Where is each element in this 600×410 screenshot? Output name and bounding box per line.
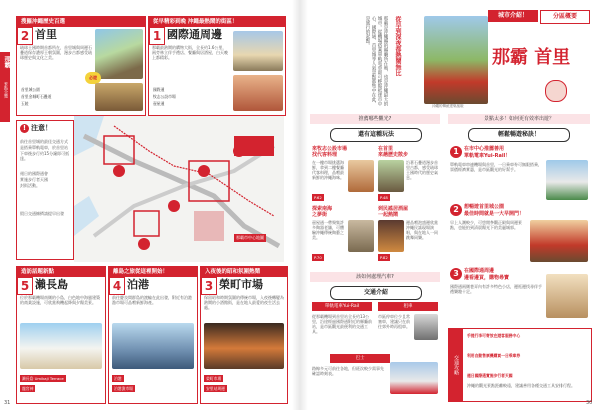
play-body: 沿著石疊道漫步首里古都，感受琉球王國時代的歷史氣息。: [406, 160, 438, 180]
play-tag: P.62: [314, 195, 322, 200]
play-title: 之夢街: [312, 212, 328, 218]
tips-box: [448, 144, 590, 324]
info-tag: 安里站周邊: [206, 386, 225, 391]
info-item: 首里金城町石疊道: [21, 94, 52, 99]
card-body: 琉球王國時期首都所在，首里城與周邊石疊道保存濃厚王朝氛圍，漫步古都感受琉球歷史與文化之美。: [20, 45, 92, 60]
section-tips-head: 輕鬆暢遊秘訣！: [468, 128, 570, 142]
question-transport: 該如何處理汽車?: [310, 272, 440, 282]
sakaemachi-photo: [204, 323, 284, 369]
side-tab-sub: 景點全覽: [4, 82, 9, 98]
city-map: [74, 116, 284, 262]
card-kokusai: [148, 16, 286, 116]
headline: 那霸 首里: [492, 47, 571, 68]
info-box: [448, 328, 592, 402]
tip-body: 單軌電車串連機場與首里，一日乘車券可無限搭乘，票價經濟實惠，是市區觀光的好幫手。: [450, 162, 542, 172]
transport-bus-label: 巴士: [330, 354, 390, 363]
intro-photo: [424, 16, 488, 104]
taxi-photo: [414, 314, 438, 340]
card-header: 搜羅沖繩歷史百選: [17, 17, 145, 27]
card-body: 位於那霸機場南側的小島，白色地中海風建築的商業設施，可欣賞飛機起降與夕陽美景。: [20, 295, 100, 305]
question-right: 景點太多！如何更有效率出遊？: [448, 114, 590, 124]
tip-number: 3: [450, 268, 462, 280]
tip-body: 國際通兩側巷弄內有許多特色小店，邊逛邊找尋伴手禮樂趣十足。: [450, 284, 542, 294]
card-senaga: [16, 266, 106, 404]
play-photo: [348, 160, 374, 192]
card-number: 1: [149, 27, 165, 45]
notice-line: 週日的國際通會: [20, 171, 48, 176]
info-tag: 泊港: [114, 376, 122, 381]
info-sub: 沖繩的觀光景點距離較遠，建議善用各種交通工具安排行程。: [467, 383, 575, 388]
play-photo: [348, 220, 374, 252]
info-item: 壺屋通: [153, 101, 165, 106]
tip-title: 在國際通周邊: [464, 268, 495, 274]
transport-monorail-label: 單軌電車Yui-Rail: [312, 302, 372, 311]
kokusai-photo: [233, 31, 283, 71]
bus-photo: [390, 362, 438, 394]
card-header: 入夜後的昭和氛圍熱鬧: [201, 267, 287, 277]
card-number: 3: [201, 277, 217, 295]
card-body: 那霸最熱鬧的購物大街，全長約1.6公里，兩旁林立伴手禮店、餐廳與居酒屋，白天晚上都精彩。: [152, 45, 228, 60]
tomari-photo: [112, 323, 194, 369]
shuri-small-photo: [95, 83, 143, 111]
play-body: 在一樓市場挑選海鮮，拿到二樓餐廳代客料理，品嚐最新鮮的沖繩海味。: [312, 160, 344, 180]
notice-line: 是搭乘單軌電車，於首里站: [20, 145, 68, 150]
card-header: 離島之旅從這裡開始！: [109, 267, 197, 277]
info-line: 手提行李可寄放在遊客服務中心: [467, 333, 521, 338]
shuri-photo: [95, 29, 143, 79]
transport-taxi-body: 市區停車位少且常塞車，建議只在前往郊外時再租車。: [378, 314, 410, 329]
notice-title: 注意！: [31, 124, 52, 132]
tip-photo: [546, 274, 588, 318]
corner-box: 分區概要: [540, 10, 590, 24]
play-title: 在首里: [378, 146, 394, 152]
map-caption: 那霸市中心地圖: [236, 235, 264, 240]
tip-title: 邊看邊買，購物尋寶: [464, 275, 510, 281]
transport-taxi-label: 租車: [378, 302, 438, 311]
photo-caption: 沖繩的傳統建築風貌: [432, 104, 464, 108]
kokusai-photo-2: [233, 75, 283, 111]
play-title: 探索南海: [312, 206, 333, 212]
play-body: 邊品嚐泡盛邊欣賞沖繩民謠現場演唱，與在地人一同跳舞同樂。: [406, 220, 438, 240]
info-item: 首里城公園: [21, 87, 40, 92]
tip-title: 在市中心推薦善用: [464, 146, 505, 152]
transport-monorail-body: 從那霸機場到首里站全長約13公里，沿途經過國際通附近的縣廳前站，是市區觀光最便利的交通工具。: [312, 314, 372, 334]
play-title: 到民謠居酒屋: [378, 206, 409, 212]
card-title: 榮町市場: [219, 278, 263, 291]
card-sakaemachi: [200, 266, 288, 404]
notice-line: 前往首里城的最佳交通方式: [20, 139, 68, 144]
page-number-right: 30: [586, 400, 593, 406]
tip-title: 想暢遊首里城公園: [464, 204, 505, 210]
transport-bus-body: 路線多元可前往各地，但班次較少需事先確認時刻表。: [312, 366, 384, 376]
info-item: 國際通: [153, 87, 165, 92]
info-tag: 瀨長島 Umikaji Terrace: [22, 376, 64, 381]
tip-title: 最佳時間就是一大早開門！: [464, 211, 525, 217]
play-tag: P.82: [380, 255, 388, 260]
card-body: 前往慶良間群島的渡輪在此出發，附近有泊港漁市場可品嚐新鮮海產。: [112, 295, 192, 305]
gutter: [292, 0, 308, 410]
card-number: 4: [109, 277, 125, 295]
card-shuri: [16, 16, 146, 116]
play-photo: [378, 160, 404, 192]
section-play-head: 還有這種玩法: [330, 128, 422, 142]
card-title: 泊港: [127, 278, 149, 291]
card-tomari: [108, 266, 198, 404]
notice-line: 下車後步行約15分鐘即可抵達。: [20, 151, 70, 161]
info-tag: 龍宮神: [22, 386, 34, 391]
side-tab-label: 那霸: [3, 56, 10, 68]
notice-icon: !: [20, 124, 29, 133]
card-header: 造訪話題新點: [17, 267, 105, 277]
play-tag: P.70: [314, 255, 322, 260]
transport-box: [310, 302, 440, 402]
must-visit-badge: 必遊: [85, 72, 101, 84]
info-tag: 泊港漁市場: [114, 386, 133, 391]
play-title: 一起熱鬧: [378, 212, 399, 218]
play-title: 來牧志公設市場: [312, 146, 348, 152]
play-tag: P.48: [380, 195, 388, 200]
senaga-photo: [20, 323, 102, 369]
tip-number: 2: [450, 204, 462, 216]
tip-body: 早上人潮較少，可悠閒參觀正殿與周邊景點，也能拍到清晨陽光下的美麗城郭。: [450, 220, 522, 230]
play-body: 壺屋通一帶聚集許多陶器老舖，可體驗沖繩傳統陶藝之美。: [312, 220, 344, 240]
play-photo: [378, 220, 404, 252]
vertical-intro: [310, 16, 420, 114]
card-title: 國際通周邊: [167, 28, 222, 41]
play-title: 來趟歷史散步: [378, 152, 409, 158]
info-box-label: 交通攻略: [449, 329, 463, 401]
corner-label: 城市介紹！: [488, 10, 538, 22]
info-line: 利用自動售票機購買一日乘車券: [467, 353, 521, 358]
vertical-body: 那霸是沖繩縣的縣廳所在地，也是沖繩最大的城市。從機場搭乘單軌電車即可輕鬆抵達市中心，國際通、首里城等人氣景點都集中在此，是旅行的起點。: [365, 16, 388, 106]
card-title: 首里: [35, 28, 57, 41]
notice-box: [16, 120, 74, 260]
card-number: 5: [17, 277, 33, 295]
tip-photo: [530, 220, 588, 262]
card-number: 2: [17, 27, 33, 45]
headline-icon: [545, 80, 567, 102]
notice-line: 實施步行者天國: [20, 177, 48, 182]
tip-title: 單軌電車Yui-Rail！: [464, 153, 511, 159]
info-line: 週日國際通實施步行者天國: [467, 373, 513, 378]
play-title: 找代客料理: [312, 152, 338, 158]
info-tag: 榮町市場: [206, 376, 222, 381]
notice-line: 封街活動。: [20, 183, 40, 188]
info-item: 牧志公設市場: [153, 94, 176, 99]
card-header: 從早精彩到晚 沖繩最熱鬧的街區！: [149, 17, 285, 27]
page-number-left: 31: [4, 400, 11, 406]
vertical-title: 從早到深夜都熱鬧無比: [394, 16, 401, 76]
notice-line: 假日交通擁擠請提早出發: [20, 211, 64, 216]
section-transport-head: 交通介紹: [330, 286, 422, 300]
question-left: 推薦哪些觀光?: [310, 114, 440, 124]
info-item: 玉陵: [21, 101, 29, 106]
card-body: 保留昭和時期氛圍的傳統市場，入夜後轉變為熱鬧的小酒館街，是在地人最愛的夜生活去處。: [204, 295, 284, 310]
card-title: 瀨長島: [35, 278, 68, 291]
tip-number: 1: [450, 146, 462, 158]
tip-photo: [546, 160, 588, 200]
play-grid: [310, 144, 440, 264]
